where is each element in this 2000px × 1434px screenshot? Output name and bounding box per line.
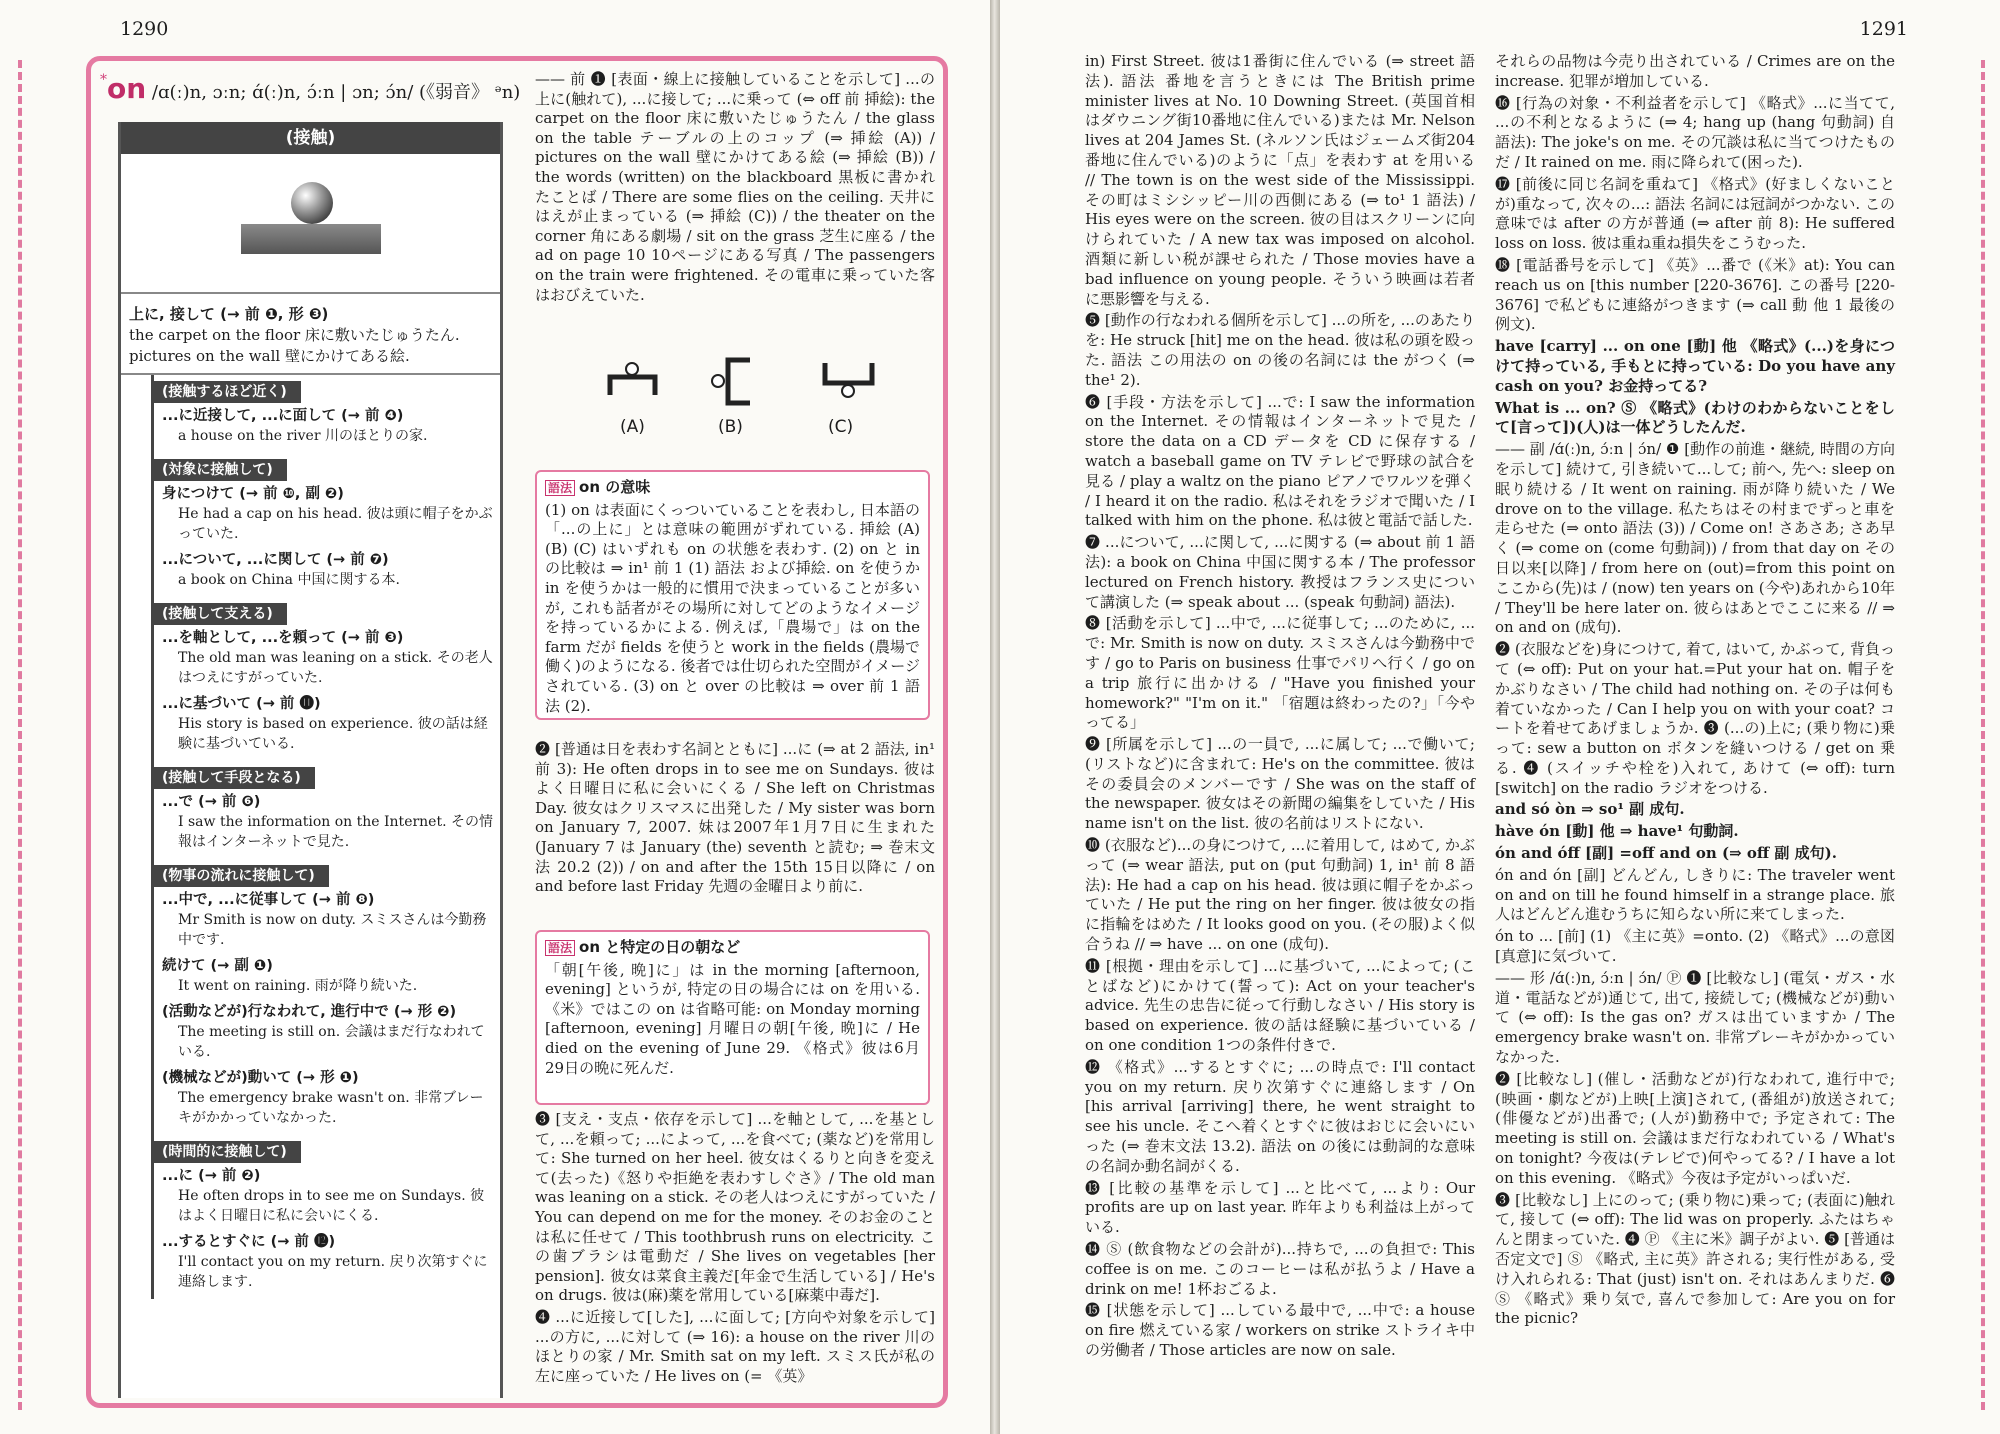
sidebar-sense (154, 1163, 500, 1229)
sidebar-sense (154, 547, 500, 593)
usage-note-text: 「朝[午後, 晩]に」は in the morning [afternoon, evening] というが, 特定の日の場合には on を用いる. 《米》ではこの on は省略可能: on Monday morning [afternoon, evening] 月曜日の朝[午後, 晩]に / He died on the evening of June 29. 《格式》彼は6月29日の晩に死んだ. (545, 960, 920, 1077)
sidebar-sense-title: ...するとすぐに (→ 前 ⓬) (162, 1234, 336, 1250)
sidebar-group (151, 375, 500, 453)
sidebar-sense-example: a book on China 中国に関する本. (178, 572, 400, 588)
book-gutter (990, 0, 1000, 1434)
sense-16: ⓰ [行為の対象・不利益者を示して] 《略式》...に当てて, ...の不利となるように (⇒ 4; hang up (hang 句動詞) 自 語法): The joke's on me. その冗談は私に当てつけたものだ / It rained on me. 雨に降られて(困った). (1495, 93, 1895, 171)
sidebar-sense-title: 身につけて (→ 前 ❿, 副 ❷) (162, 486, 344, 502)
sidebar-sense (154, 403, 500, 449)
idiom: and só òn ⇒ so¹ 副 成句. (1495, 800, 1685, 819)
sidebar-sense-example: Mr Smith is now on duty. スミスさんは今勤務中です. (178, 912, 487, 948)
sense-14: ⓮ Ⓢ (飲食物などの会計が)...持ちで, ...の負担で: This coffee is on me. このコーヒーは私が払うよ / Have a drink on me! 1杯おごるよ. (1085, 1240, 1475, 1298)
sidebar-group-title: (接触して手段となる) (154, 767, 315, 789)
adjective-sense-2: ❷ [比較なし] (催し・活動などが)行なわれて, 進行中で; (映画・劇などが)上映[上演]されて, (番組が)放送されて; (俳優などが)出番で; (人が)勤務中で; 予定されて: The meeting is still on. 会議はまだ行なわれている / What's on tonight? 今夜は(テレビで)何やってる? / I have a lot on this evening. 《略式》今夜は予定がいっぱいだ. (1495, 1069, 1895, 1187)
sidebar-sense-example: a house on the river 川のほとりの家. (178, 428, 428, 444)
on-illustration-diagram (600, 355, 900, 445)
idiom: ón to ... [前] (1) 《主に英》=onto. (2) 《略式》...の意図[真意]に気づいて. (1495, 927, 1895, 966)
usage-note-box (535, 470, 930, 720)
sidebar-group-title: (接触して支える) (154, 603, 287, 625)
sidebar-sense-example: I'll contact you on my return. 戻り次第すぐに連絡します. (178, 1254, 488, 1290)
idiom: hàve ón [動] 他 ⇒ have¹ 句動詞. (1495, 822, 1739, 841)
sense-9: ❾ [所属を示して] ...の一員で, ...に属して; ...で働いて; (リストなど)に含まれて: He's on the committee. 彼はその委員会のメンバーです / She was on the staff of the newspaper. 彼女はその新聞の編集をしていた / His name isn't on the list. 彼の名前はリストにない. (1085, 735, 1475, 833)
page-edge-marker-right (1981, 60, 1986, 1410)
usage-note-heading: on と特定の日の朝など (579, 938, 741, 956)
headword: on (107, 72, 147, 105)
ball-illustration (291, 182, 333, 224)
sidebar-main-sense (121, 294, 500, 375)
sense-15-cont: それらの品物は今売り出されている / Crimes are on the increase. 犯罪が増加している. (1495, 52, 1895, 90)
right-page (1000, 0, 2000, 1434)
contact-illustration (121, 154, 500, 294)
sidebar-sense (154, 999, 500, 1065)
sidebar-sense-title: 続けて (→ 副 ❶) (162, 958, 273, 974)
sidebar-sense-example: His story is based on experience. 彼の話は経験に基づいている. (178, 716, 488, 752)
usage-note-title (545, 938, 920, 959)
adjective-sense-1: —— 形 /ɑ́(ː)n, ɔ́ːn | ɔ́n/ Ⓟ ❶ [比較なし] (電気・ガス・水道・電話などが)通じて, 出て, 接続して; (機械などが)動いて (⇔ off): Is the gas on? ガスは出ていますか / The emergency brake wasn't on. 非常ブレーキがかかっていなかった. (1495, 968, 1895, 1067)
sidebar-sense (154, 1065, 500, 1131)
sidebar-sense (154, 887, 500, 953)
sense-12: ⓬ 《格式》...するとすぐに; ...の時点で: I'll contact you on my return. 戻り次第すぐに連絡します / On [his arrival [arriving] there, he went straight to see his uncle. そこへ着くとすぐに彼はおじに会いにいった (⇒ 巻末文法 13.2). 語法 on の後には動詞的な意味の名詞か動名詞がくる. (1085, 1057, 1475, 1175)
sidebar-group-title: (対象に接触して) (154, 459, 287, 481)
sense-4: ❹ ...に近接して[した], ...に面して; [方向や対象を示して] ...の方に, ...に対して (⇒ 16): a house on the river 川のほとりの家 / Mr. Smith sat on my left. スミス氏が私の左に座っていた / He lives on (= 《英》 (535, 1307, 935, 1385)
sidebar-sense (154, 1229, 500, 1295)
sense-4-cont: in) First Street. 彼は1番街に住んでいる (⇒ street 語法). 語法 番地を言うときには The British prime minister lives at No. 10 Downing Street. (英国首相はダウニング街10番地に住んでいる)または Mr. Nelson lives at 204 James St. (ネルソン氏はジェームズ街204番地に住んでいる)のように「点」を表わす at を用いる // The town is on the west side of the Mississippi. その町はミシシッピー川の西側にある (⇒ to¹ 1 語法) / His eyes were on the screen. 彼の目はスクリーンに向けられていた / A new tax was imposed on alcohol. 酒類に新しい税が課せられた / Those movies have a bad influence on young people. そういう映画は若者に悪影響を与える. (1085, 52, 1475, 308)
sidebar-sense (154, 481, 500, 547)
block-illustration (241, 224, 381, 254)
illustration-b (712, 360, 750, 403)
sidebar-sense (154, 691, 500, 757)
sidebar-sense-title: ...に近接して, ...に面して (→ 前 ❹) (162, 408, 404, 424)
sidebar-group-title: (接触するほど近く) (154, 381, 301, 403)
sidebar-main-title: 上に, 接して (→ 前 ❶, 形 ❸) (129, 305, 329, 323)
usage-tag: 語法 (545, 480, 575, 496)
illustration-c (825, 363, 872, 397)
sidebar-sense (154, 625, 500, 691)
sidebar-sense-example: It went on raining. 雨が降り続いた. (178, 978, 418, 994)
definition-column-right-1 (1085, 52, 1475, 1363)
sense-18: ⓲ [電話番号を示して] 《英》...番で (《米》at): You can reach us on [this number [220-3676]. この番号 [220-3676] で私どもに連絡がつきます (⇒ call 動 他 1 最後の例文). (1495, 255, 1895, 334)
sense-17: ⓱ [前後に同じ名詞を重ねて] 《格式》(好ましくないことが)重なって, 次々の...: 語法 名詞には冠詞がつかない. この意味では after の方が普通 (⇒ after 前 8): He suffered loss on loss. 彼は重ね重ね損失をこうむった. (1495, 174, 1895, 253)
sense-7: ❼ ...について, ...に関して, ...に関する (⇒ about 前 1 語法): a book on China 中国に関する本 / The professor lectured on French history. 教授はフランス史について講演した (⇒ speak about ... (speak 句動詞) 語法). (1085, 533, 1475, 611)
definition-column-left-3 (535, 1110, 935, 1388)
usage-note-title (545, 478, 920, 499)
sense-2: ❷ [普通は日を表わす名詞とともに] ...に (⇒ at 2 語法, in¹ 前 3): He often drops in to see me on Sundays. 彼はよく日曜日に私に会いにくる / She left on Christmas Day. 彼女はクリスマスに出発した / My sister was born on January 7, 2007. 妹は2007年1月7日に生まれた (January 7 は January (the) seventh と読む; ⇒ 巻末文法 20.2 (2)) / on and after the 15th 15日以降に / on and before last Friday 先週の金曜日より前に. (535, 740, 935, 896)
sense-6: ❻ [手段・方法を示して] ...で: I saw the information on the Internet. その情報はインターネットで見た / store the data on a CD データを CD に保存する / watch a baseball game on TV テレビで野球の試合を見る / play a waltz on the piano ピアノでワルツを弾く / I heard it on the radio. 私はそれをラジオで聞いた / I talked with him on the phone. 私は彼と電話で話した. (1085, 392, 1475, 530)
sidebar-sense-title: ...で (→ 前 ❻) (162, 794, 261, 810)
frequency-star: * (100, 72, 107, 88)
sidebar-group (151, 453, 500, 597)
diagram-label-a: (A) (620, 417, 645, 437)
definition-column-left-2 (535, 740, 935, 899)
sense-13: ⓭ [比較の基準を示して] ...と比べて, ...より: Our profits are up on last year. 昨年よりも利益は上がっている. (1085, 1178, 1475, 1237)
sidebar-header: (接触) (121, 122, 500, 154)
sidebar-group (151, 761, 500, 859)
adjective-sense-3: ❸ [比較なし] 上にのって; (乗り物に)乗って; (表面に)触れて, 接して (⇔ off): The lid was on properly. ふたはちゃんと閉まっていた. ❹ Ⓟ 《主に米》調子がよい. ❺ [普通は否定文で] Ⓢ 《略式, 主に英》許される; 実行性がある, 受け入れられる: That (just) isn't on. それはあんまりだ. ❻ Ⓢ 《略式》乗り気で, 喜んで参加して: Are you on for the picnic? (1495, 1190, 1895, 1328)
sidebar-group (151, 859, 500, 1135)
sidebar-sense (154, 789, 500, 855)
usage-tag: 語法 (545, 940, 575, 956)
diagram-label-c: (C) (828, 417, 854, 437)
idiom-what-is-on: What is ... on? Ⓢ 《略式》(わけのわからないことをして[言って])(人)は一体どうしたんだ. (1495, 398, 1895, 437)
sense-15: ⓯ [状態を示して] ...している最中で, ...中で: a house on fire 燃えている家 / workers on strike ストライキ中の労働者 / Those articles are now on sale. (1085, 1301, 1475, 1359)
definition-column-right-2 (1495, 52, 1895, 1331)
page-number-right: 1291 (1859, 18, 1908, 40)
adverb-sense-2: ❷ (衣服などを)身につけて, 着て, はいて, かぶって, 背負って (⇔ off): Put on your hat.=Put your hat on. 帽子をかぶりなさい / The child had nothing on. その子は何も着ていなかった / Can I help you on with your coat? コートを着せてあげましょうか. ❸ (...の)上に; (乗り物に)乗って: sew a button on ボタンを縫いつける / get on 乗る. ❹ (スイッチや栓を)入れて, あけて (⇔ off): turn [switch] on the radio ラジオをつける. (1495, 640, 1895, 797)
sidebar-sense-example: He had a cap on his head. 彼は頭に帽子をかぶっていた. (178, 506, 493, 542)
sidebar-sense-example: The emergency brake wasn't on. 非常ブレーキがかかっていなかった. (178, 1090, 484, 1126)
sidebar-sense-title: (活動などが)行なわれて, 進行中で (→ 形 ❷) (162, 1004, 457, 1020)
sidebar-group-title: (時間的に接触して) (154, 1141, 301, 1163)
sense-5: ❺ [動作の行なわれる個所を示して] ...の所を, ...のあたりを: He struck [hit] me on the head. 彼は私の頭を殴った. 語法 この用法の on の後の名詞には the がつく (⇒ the¹ 2). (1085, 311, 1475, 389)
sidebar-sense-example: The old man was leaning on a stick. その老人はつえにすがっていた. (178, 650, 493, 686)
sidebar-sense-title: (機械などが)動いて (→ 形 ❶) (162, 1070, 359, 1086)
adverb-sense-1: —— 副 /ɑ́(ː)n, ɔ́ːn | ɔ́n/ ❶ [動作の前進・継続, 時間の方向を示して] 続けて, 引き続いて...して; 前へ, 先へ: sleep on 眠り続ける / It went on raining. 雨が降り続いた / We drove on to the village. 私たちはその村までずっと車を走らせた (⇒ onto 語法 (3)) / Come on! さあさあ; さあ早く (⇒ come on (come 句動詞)) / from that day on その日以来[以降] / from here on (out)=from this point on ここから(先)は / (now) ten years on (今や)あれから10年 / They'll be here later on. 彼らはあとでここに来る // ⇒ on and on (成句). (1495, 440, 1895, 637)
sidebar-sense-title: ...について, ...に関して (→ 前 ❼) (162, 552, 389, 568)
left-page (0, 0, 990, 1434)
sense-10: ❿ (衣服など)...の身につけて, ...に着用して, はめて, かぶって (⇒ wear 語法, put on (put 句動詞) 1, in¹ 前 8 語法): He had a cap on his head. 彼は頭に帽子をかぶっていた / He put the ring on her finger. 彼は彼女の指に指輪をはめた / It looks good on you. (その服)よく似合うね // ⇒ have ... on one (成句). (1085, 836, 1475, 954)
sidebar-sense-title: ...に (→ 前 ❷) (162, 1168, 261, 1184)
idiom: ón and óff [副] =off and on (⇒ off 副 成句). (1495, 844, 1837, 863)
sidebar-sense-title: ...中で, ...に従事して (→ 前 ❽) (162, 892, 375, 908)
idiom: ón and ón [副] どんどん, しきりに: The traveler went on and on till he found himself in a strange place. 旅人はどんどん進むうちに知らない所に来てしまった. (1495, 865, 1895, 924)
sidebar-sense (154, 953, 500, 999)
sidebar-sense-example: He often drops in to see me on Sundays. 彼はよく日曜日に私に会いにくる. (178, 1188, 485, 1224)
diagram-label-b: (B) (718, 417, 743, 437)
sidebar-main-example: the carpet on the floor 床に敷いたじゅうたん. (129, 326, 460, 344)
sense-1: —— 前 ❶ [表面・線上に接触していることを示して] ...の上に(触れて), ...に接して; ...に乗って (⇔ off 前 挿絵): the carpet on the floor 床に敷いたじゅうたん / the glass on the table テーブルの上のコップ (⇒ 挿絵 (A)) / pictures on the wall 壁にかけてある絵 (⇒ 挿絵 (B)) / the words (written) on the blackboard 黒板に書かれたことば / There are some flies on the ceiling. 天井にはえが止まっている (⇒ 挿絵 (C)) / the theater on the corner 角にある劇場 / sit on the grass 芝生に座る / the ad on page 10 10ページにある写真 / The passengers on the train were frightened. その電車に乗っていた客はおびえていた. (535, 70, 935, 304)
meaning-map-sidebar (118, 122, 503, 1398)
sidebar-sense-example: The meeting is still on. 会議はまだ行なわれている. (178, 1024, 485, 1060)
sidebar-sense-title: ...を軸として, ...を頼って (→ 前 ❸) (162, 630, 404, 646)
sidebar-group-title: (物事の流れに接触して) (154, 865, 329, 887)
sidebar-group (151, 597, 500, 761)
sense-11: ⓫ [根拠・理由を示して] ...に基づいて, ...によって; (ことばなど)にかけて(誓って): Act on your teacher's advice. 先生の忠告に従って行動しなさい / His story is based on experience. 彼の話は経験に基づいている / on one condition 1つの条件付きで. (1085, 956, 1475, 1055)
page-number-left: 1290 (120, 18, 169, 40)
usage-note-box (535, 930, 930, 1105)
sense-3: ❸ [支え・支点・依存を示して] ...を軸として, ...を基として, ...を頼って; ...によって, ...を食べて; (薬など)を常用して: She turned on her heel. 彼女はくるりと向きを変えて(去った)《怒りや拒絶を表わすしぐさ》/ The old man was leaning on a stick. その老人はつえにすがっていた / You can depend on me for the money. そのお金のことは私に任せて / This toothbrush runs on electricity. この歯ブラシは電動だ / She lives on vegetables [her pension]. 彼女は菜食主義だ[年金で生活している] / He's on drugs. 彼は(麻)薬を常用している[麻薬中毒だ]. (535, 1110, 935, 1305)
definition-column-left (535, 70, 935, 307)
usage-note-heading: on の意味 (579, 478, 651, 496)
sidebar-group (151, 1135, 500, 1299)
idiom-have-on: have [carry] ... on one [動] 他 《略式》(...)を身につけて持っている, 手もとに持っている: Do you have any cash on you? お金持ってる? (1495, 337, 1895, 395)
page-edge-marker-left (18, 60, 23, 1410)
entry-headword (100, 72, 520, 105)
sidebar-sense-title: ...に基づいて (→ 前 ⓫) (162, 696, 321, 712)
sidebar-main-example: pictures on the wall 壁にかけてある絵. (129, 347, 410, 365)
sidebar-sense-example: I saw the information on the Internet. その情報はインターネットで見た. (178, 814, 493, 850)
sense-8: ❽ [活動を示して] ...中で, ...に従事して; ...のために, ...で: Mr. Smith is now on duty. スミスさんは今勤務中です / go to Paris on business 仕事でパリへ行く / go on a trip 旅行に出かける / "Have you finished your homework?" "I'm on it." 「宿題は終わったの?」「今やってる」 (1085, 614, 1475, 732)
pronunciation: /ɑ(ː)n, ɔːn; ɑ́(ː)n, ɔ́ːn | ɔn; ɔ́n/ (《弱音》 ᵊn) (151, 82, 521, 103)
usage-note-text: (1) on は表面にくっついていることを表わし, 日本語の「...の上に」とは意味の範囲がずれている. 挿絵 (A) (B) (C) はいずれも on の状態を表わす. (2) on と in の比較は ⇒ in¹ 前 1 (1) 語法 および挿絵. on を使うか in を使うかは一般的に慣用で決まっていることが多いが, これも話者がその場所に対してどのようなイメージを持っているかによる. 例えば,「農場で」は on the farm だが fields を使うと work in the fields (農場で働く)のようになる. 後者では仕切られた空間がイメージされている. (3) on と over の比較は ⇒ over 前 1 語法 (2). (545, 500, 920, 715)
illustration-a (610, 363, 655, 395)
